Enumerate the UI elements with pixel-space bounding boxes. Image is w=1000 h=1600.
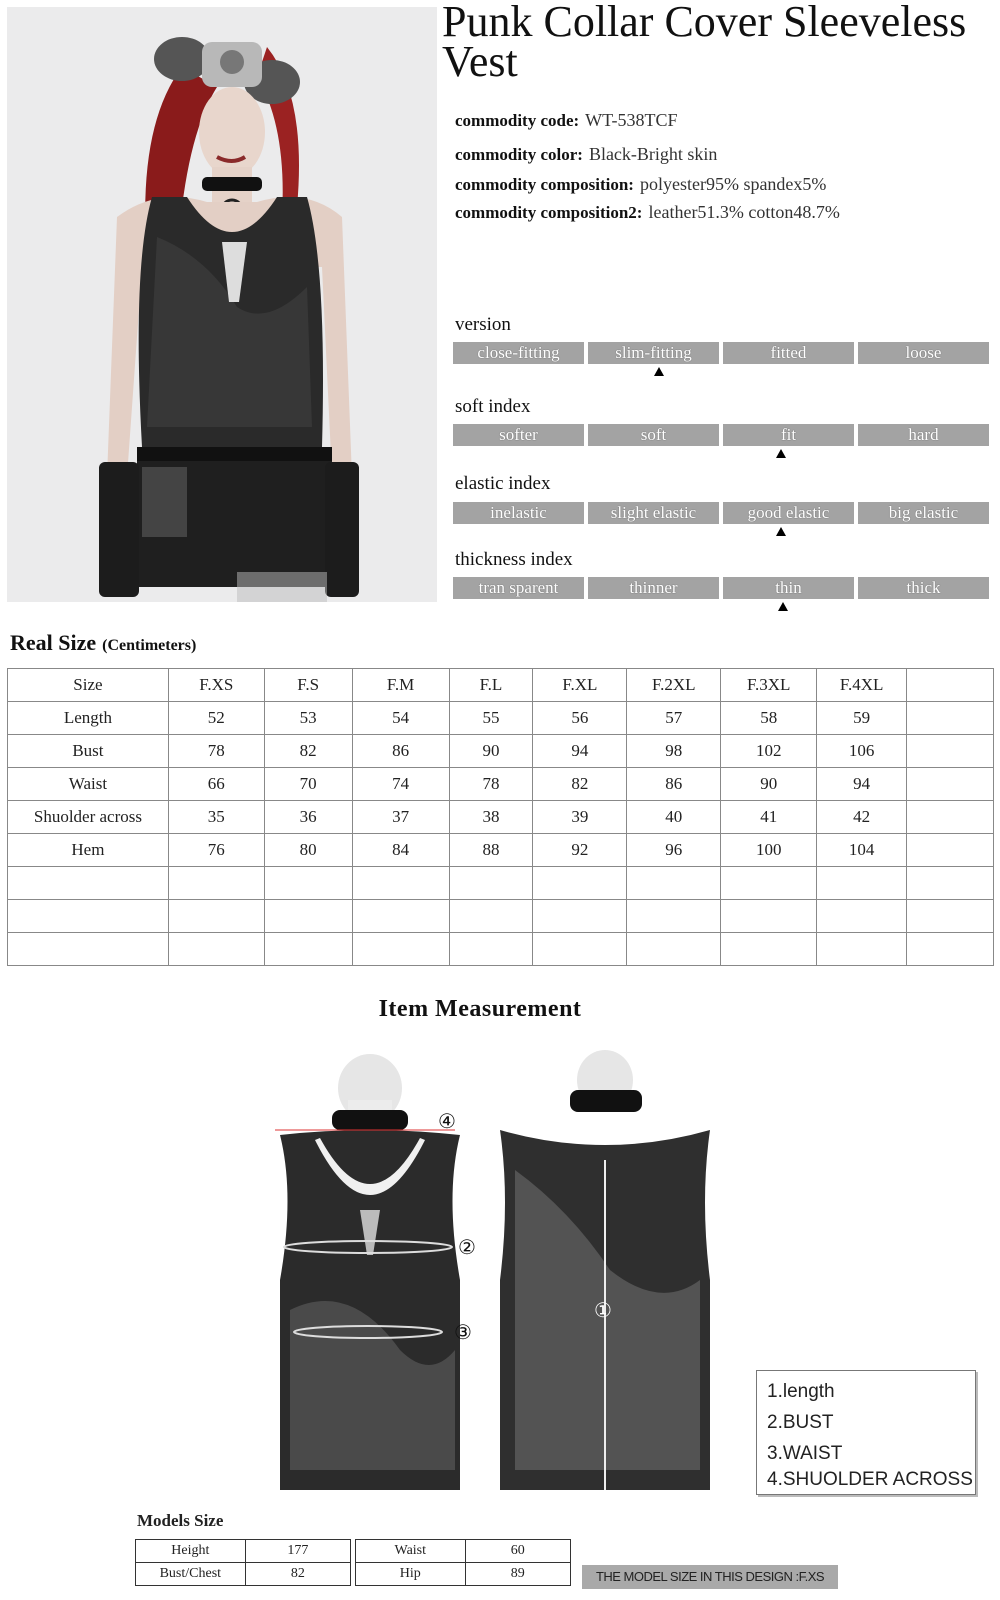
table-cell: 106	[817, 735, 907, 768]
version-label: version	[455, 314, 511, 335]
version-option: slim-fitting	[588, 342, 719, 364]
table-header-cell: F.4XL	[817, 669, 907, 702]
spec-label: commodity color:	[455, 145, 583, 164]
callout-shoulder: ④	[438, 1109, 456, 1133]
table-header-cell: F.3XL	[721, 669, 817, 702]
table-row	[8, 900, 994, 933]
table-cell: 39	[533, 801, 627, 834]
measurement-title: Item Measurement	[378, 996, 582, 1022]
table-cell	[168, 900, 264, 933]
table-row	[8, 933, 994, 966]
spec-value: leather51.3% cotton48.7%	[648, 202, 840, 222]
thickness-option: thin	[723, 577, 854, 599]
table-cell: 42	[817, 801, 907, 834]
table-cell: 84	[352, 834, 449, 867]
table-header-cell	[907, 669, 994, 702]
table-row	[136, 1540, 351, 1563]
spec-label: commodity composition:	[455, 175, 634, 194]
table-row	[8, 867, 994, 900]
table-cell	[627, 867, 721, 900]
table-cell	[352, 900, 449, 933]
table-cell	[907, 933, 994, 966]
table-cell: 57	[627, 702, 721, 735]
table-cell: 94	[817, 768, 907, 801]
table-header-cell: F.M	[352, 669, 449, 702]
table-cell: 98	[627, 735, 721, 768]
table-cell	[907, 801, 994, 834]
table-cell	[449, 867, 533, 900]
elastic-option: slight elastic	[588, 502, 719, 524]
table-cell	[533, 900, 627, 933]
model-measure-value: 89	[465, 1563, 570, 1586]
table-row	[8, 801, 994, 834]
version-option: loose	[858, 342, 989, 364]
model-photo	[7, 7, 437, 602]
table-cell: 100	[721, 834, 817, 867]
table-cell: 38	[449, 801, 533, 834]
table-cell: 80	[264, 834, 352, 867]
table-cell	[449, 933, 533, 966]
product-title: Punk Collar Cover Sleeveless Vest	[442, 0, 967, 86]
table-cell: 102	[721, 735, 817, 768]
table-row	[8, 768, 994, 801]
table-cell	[721, 900, 817, 933]
table-cell	[627, 933, 721, 966]
row-label-cell: Hem	[8, 834, 169, 867]
model-measure-value: 82	[245, 1563, 350, 1586]
models-size-title: Models Size	[137, 1511, 224, 1530]
table-header-cell: F.XS	[168, 669, 264, 702]
soft-option: softer	[453, 424, 584, 446]
size-table	[7, 668, 994, 966]
elastic-index-scale	[453, 502, 989, 524]
table-row	[356, 1540, 571, 1563]
table-cell	[264, 933, 352, 966]
table-cell	[907, 900, 994, 933]
table-row	[8, 735, 994, 768]
table-cell: 52	[168, 702, 264, 735]
elastic-option: good elastic	[723, 502, 854, 524]
table-cell: 54	[352, 702, 449, 735]
table-cell: 53	[264, 702, 352, 735]
model-measure-label: Bust/Chest	[136, 1563, 246, 1586]
model-measure-label: Height	[136, 1540, 246, 1563]
table-header-cell: F.S	[264, 669, 352, 702]
table-cell	[817, 900, 907, 933]
spec-composition	[455, 174, 826, 195]
table-header-row	[8, 669, 994, 702]
real-size-unit: (Centimeters)	[102, 637, 197, 654]
table-cell: 82	[264, 735, 352, 768]
row-label-cell: Shuolder across	[8, 801, 169, 834]
thickness-option: tran sparent	[453, 577, 584, 599]
callout-waist: ③	[454, 1320, 472, 1344]
table-cell	[352, 933, 449, 966]
table-cell: 86	[352, 735, 449, 768]
models-table-left	[135, 1539, 351, 1586]
table-cell: 86	[627, 768, 721, 801]
version-scale	[453, 342, 989, 364]
model-measure-value: 177	[245, 1540, 350, 1563]
table-cell	[533, 867, 627, 900]
table-row	[136, 1563, 351, 1586]
table-cell	[907, 702, 994, 735]
elastic-marker-icon	[776, 527, 786, 536]
row-label-cell: Length	[8, 702, 169, 735]
soft-index-scale	[453, 424, 989, 446]
table-cell	[721, 933, 817, 966]
elastic-index-label: elastic index	[455, 473, 551, 494]
table-cell	[533, 933, 627, 966]
elastic-option: inelastic	[453, 502, 584, 524]
soft-option: fit	[723, 424, 854, 446]
table-cell: 78	[168, 735, 264, 768]
table-cell: 74	[352, 768, 449, 801]
table-cell	[168, 867, 264, 900]
real-size-title: Real Size	[10, 630, 97, 655]
table-cell: 40	[627, 801, 721, 834]
table-cell	[264, 867, 352, 900]
table-row	[8, 834, 994, 867]
table-cell: 90	[449, 735, 533, 768]
spec-label: commodity code:	[455, 111, 580, 130]
legend-bust: 2.BUST	[767, 1412, 834, 1433]
spec-composition2	[455, 202, 840, 223]
table-header-cell: F.2XL	[627, 669, 721, 702]
version-marker-icon	[654, 367, 664, 376]
soft-option: soft	[588, 424, 719, 446]
table-cell: 88	[449, 834, 533, 867]
row-label-cell: Waist	[8, 768, 169, 801]
thickness-index-scale	[453, 577, 989, 599]
spec-code	[455, 110, 678, 131]
table-cell	[352, 867, 449, 900]
table-cell: 55	[449, 702, 533, 735]
legend-shoulder: 4.SHUOLDER ACROSS	[767, 1469, 973, 1490]
table-cell	[907, 834, 994, 867]
row-label-cell	[8, 933, 169, 966]
model-measure-value: 60	[465, 1540, 570, 1563]
spec-value: polyester95% spandex5%	[639, 174, 827, 194]
row-label-cell: Bust	[8, 735, 169, 768]
table-cell: 90	[721, 768, 817, 801]
soft-option: hard	[858, 424, 989, 446]
row-label-cell	[8, 867, 169, 900]
model-measure-label: Waist	[356, 1540, 466, 1563]
table-cell: 37	[352, 801, 449, 834]
table-cell	[168, 933, 264, 966]
table-cell	[907, 867, 994, 900]
thickness-option: thick	[858, 577, 989, 599]
callout-length: ①	[594, 1298, 612, 1322]
table-cell: 56	[533, 702, 627, 735]
table-cell: 58	[721, 702, 817, 735]
spec-value: WT-538TCF	[585, 110, 678, 130]
table-cell: 82	[533, 768, 627, 801]
table-cell: 92	[533, 834, 627, 867]
table-header-cell: F.L	[449, 669, 533, 702]
table-cell: 35	[168, 801, 264, 834]
table-cell	[264, 900, 352, 933]
version-option: close-fitting	[453, 342, 584, 364]
table-cell: 78	[449, 768, 533, 801]
row-label-cell	[8, 900, 169, 933]
table-cell: 36	[264, 801, 352, 834]
table-header-cell: Size	[8, 669, 169, 702]
legend-waist: 3.WAIST	[767, 1443, 843, 1464]
table-cell	[817, 933, 907, 966]
table-cell: 76	[168, 834, 264, 867]
table-cell	[721, 867, 817, 900]
soft-marker-icon	[776, 449, 786, 458]
table-cell: 96	[627, 834, 721, 867]
table-header-cell: F.XL	[533, 669, 627, 702]
table-row	[8, 702, 994, 735]
thickness-option: thinner	[588, 577, 719, 599]
garment-diagram	[270, 1050, 740, 1500]
table-cell: 94	[533, 735, 627, 768]
table-cell: 70	[264, 768, 352, 801]
spec-color	[455, 144, 717, 165]
thickness-index-label: thickness index	[455, 549, 573, 570]
real-size-heading	[10, 630, 196, 656]
table-cell	[817, 867, 907, 900]
model-size-note: THE MODEL SIZE IN THIS DESIGN :F.XS	[582, 1565, 838, 1589]
table-cell: 104	[817, 834, 907, 867]
table-row	[356, 1563, 571, 1586]
measurement-legend	[756, 1370, 976, 1495]
model-measure-label: Hip	[356, 1563, 466, 1586]
thickness-marker-icon	[778, 602, 788, 611]
spec-label: commodity composition2:	[455, 203, 643, 222]
elastic-option: big elastic	[858, 502, 989, 524]
models-table-right	[355, 1539, 571, 1586]
table-cell	[907, 735, 994, 768]
table-cell: 66	[168, 768, 264, 801]
table-cell: 59	[817, 702, 907, 735]
spec-value: Black-Bright skin	[588, 144, 718, 164]
table-cell	[627, 900, 721, 933]
table-cell	[449, 900, 533, 933]
version-option: fitted	[723, 342, 854, 364]
legend-length: 1.length	[767, 1381, 835, 1402]
table-cell	[907, 768, 994, 801]
soft-index-label: soft index	[455, 396, 531, 417]
table-cell: 41	[721, 801, 817, 834]
callout-bust: ②	[458, 1235, 476, 1259]
